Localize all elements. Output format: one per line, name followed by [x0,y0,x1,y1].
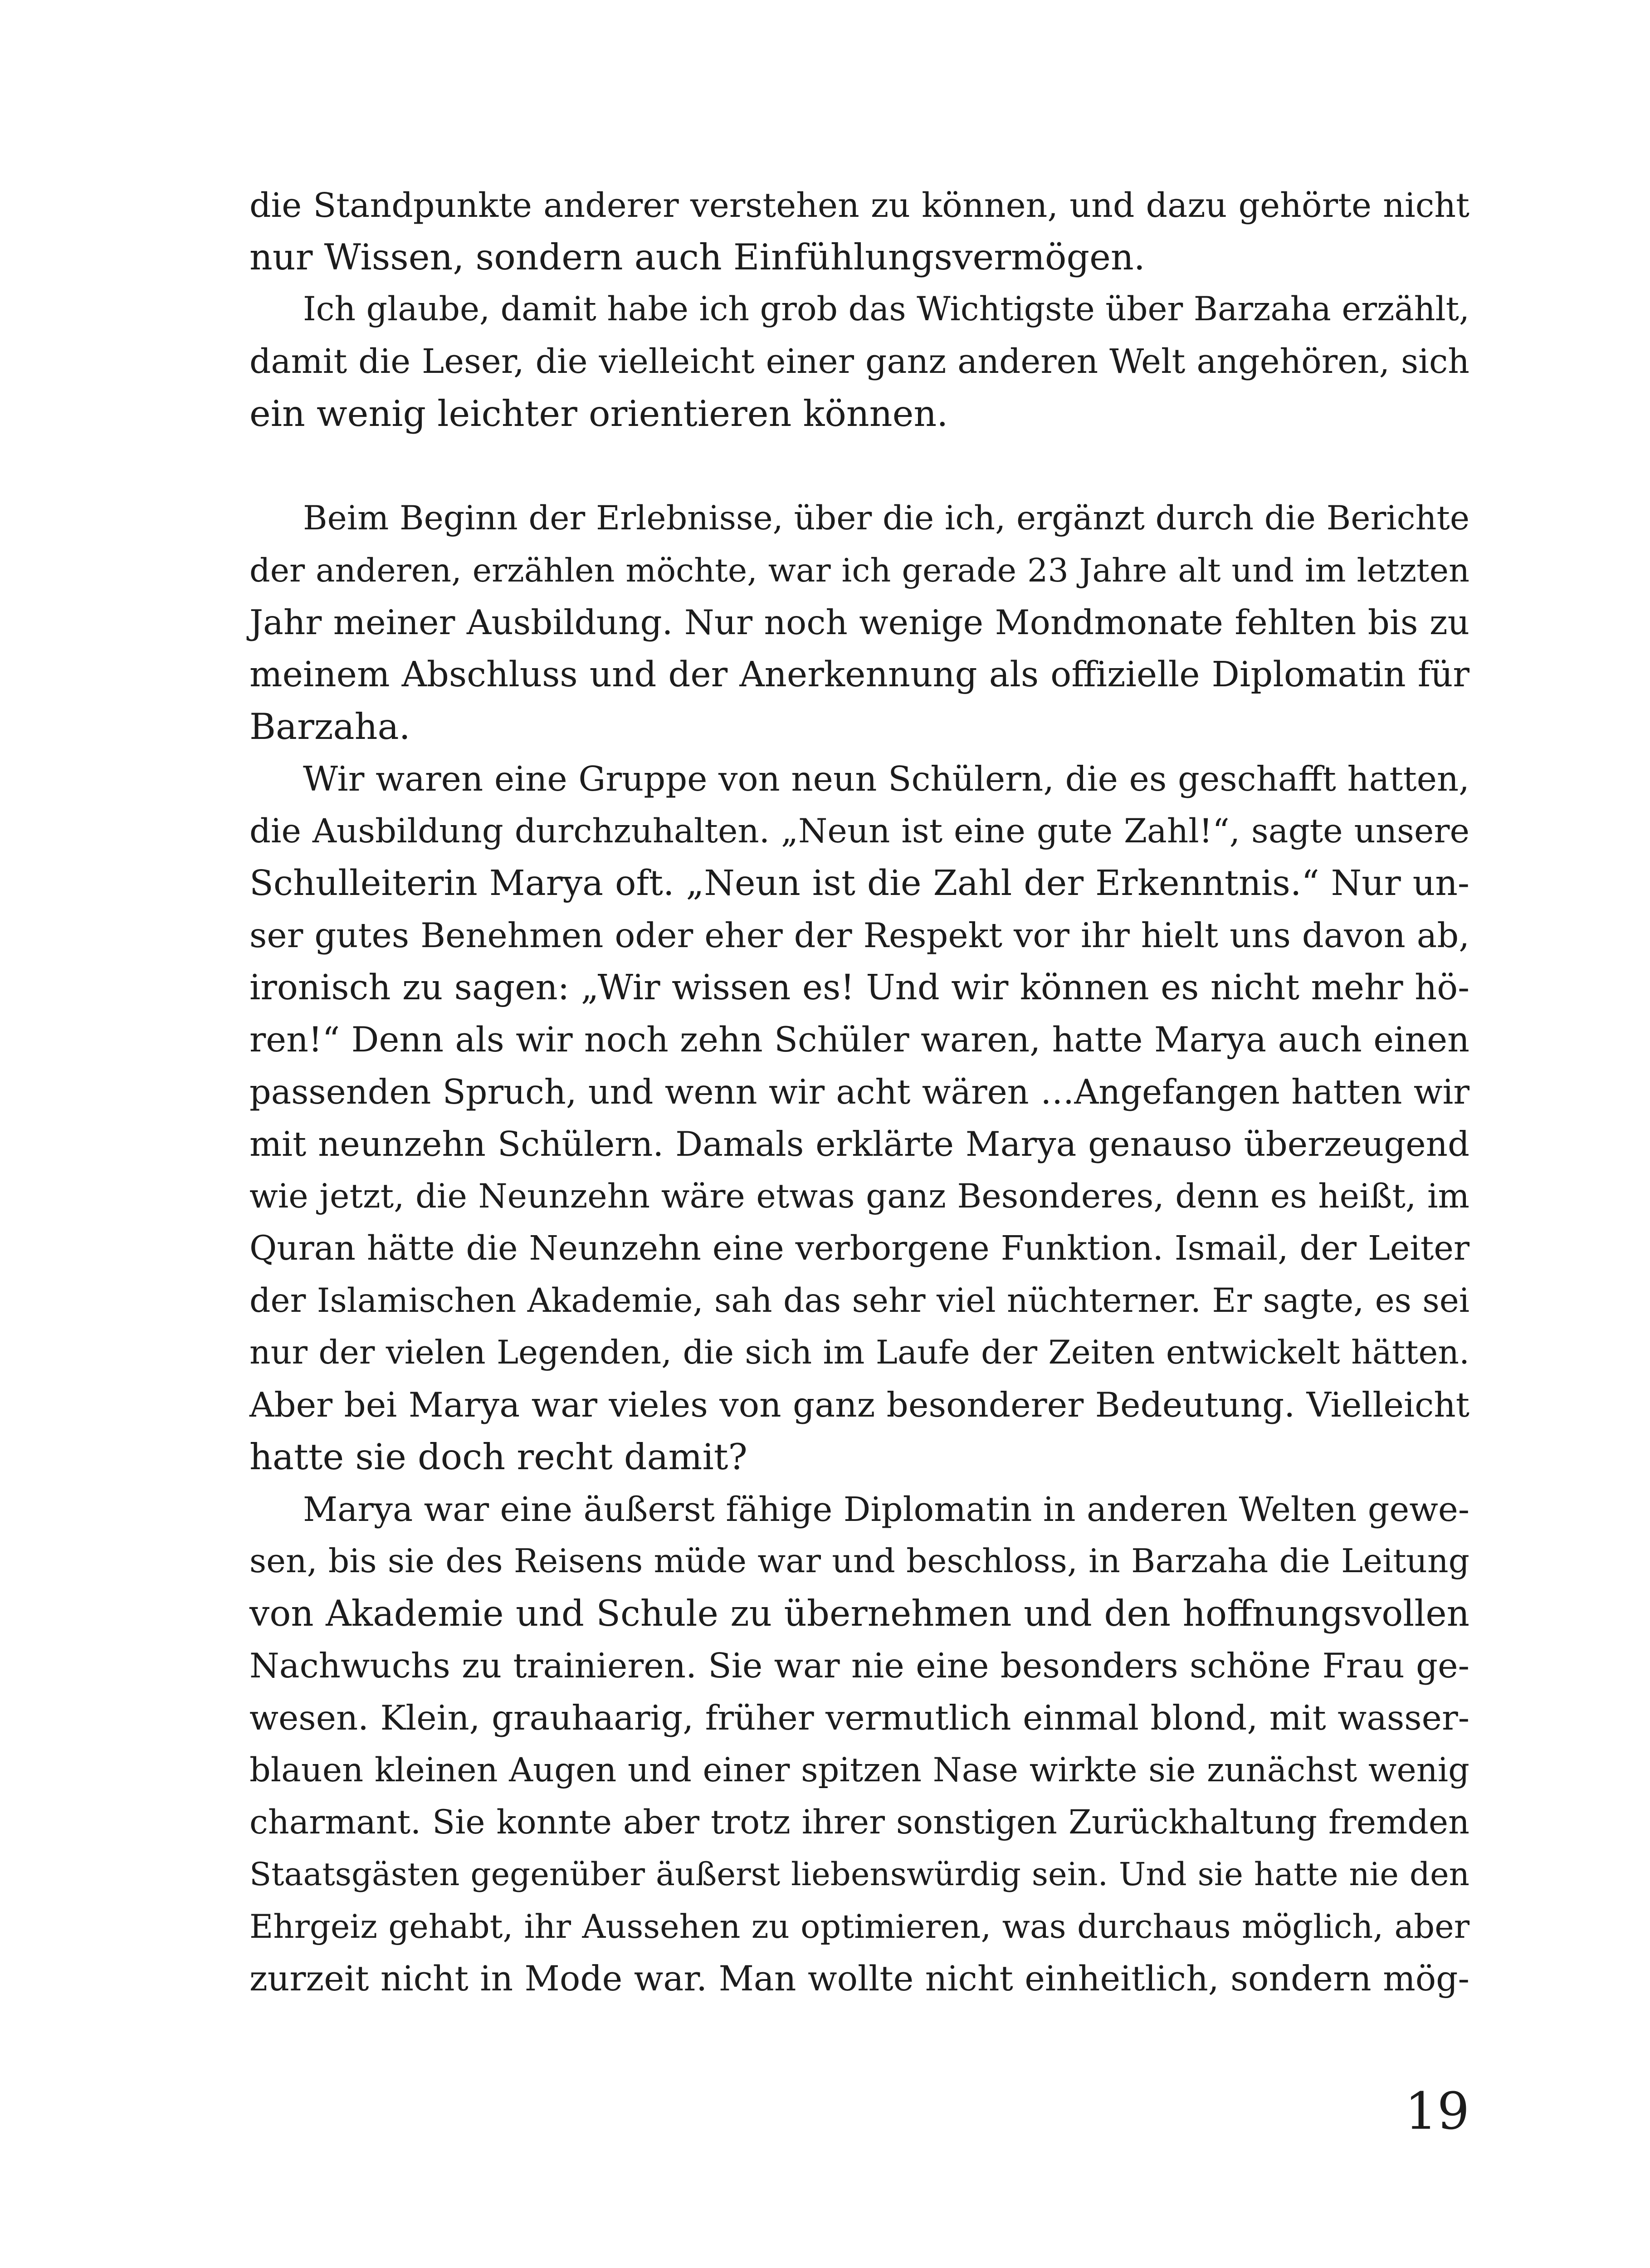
body-text [249,179,1469,2005]
text-line: die Standpunkte anderer verstehen zu können, und dazu gehörte nicht [249,186,1469,225]
text-line: hatte sie doch recht damit? [249,1436,747,1478]
paragraph-gap [249,440,1469,492]
text-line: damit die Leser, die vielleicht einer ganz anderen Welt angehören, sich [249,342,1469,381]
paragraph [249,492,1469,753]
text-line: Wir waren eine Gruppe von neun Schülern, die es geschafft hatten, [303,759,1469,799]
text-line: ser gutes Benehmen oder eher der Respekt vor ihr hielt uns davon ab, [249,916,1469,955]
text-line: die Ausbildung durchzuhalten. „Neun ist eine gute Zahl!“, sagte unsere [249,812,1469,850]
text-line: Barzaha. [249,706,410,748]
text-line: von Akademie und Schule zu übernehmen und den hoffnungsvollen [249,1593,1469,1634]
text-line: wesen. Klein, grauhaarig, früher vermutlich einmal blond, mit wasser- [249,1698,1469,1738]
text-line: ren!“ Denn als wir noch zehn Schüler waren, hatte Marya auch einen [249,1020,1469,1060]
text-line: Marya war eine äußerst fähige Diplomatin in anderen Welten gewe- [303,1490,1469,1529]
text-line: wie jetzt, die Neunzehn wäre etwas ganz Besonderes, denn es heißt, im [249,1177,1469,1216]
text-line: Staatsgästen gegenüber äußerst liebenswürdig sein. Und sie hatte nie den [249,1856,1469,1893]
text-line: nur der vielen Legenden, die sich im Laufe der Zeiten entwickelt hätten. [249,1334,1469,1372]
paragraph [249,284,1469,440]
text-line: Schulleiterin Marya oft. „Neun ist die Zahl der Erkenntnis.“ Nur un- [249,863,1469,904]
page-number: 19 [1405,2082,1469,2141]
text-line: nur Wissen, sondern auch Einfühlungsvermögen. [249,236,1145,278]
text-line: der anderen, erzählen möchte, war ich gerade 23 Jahre alt und im letzten [249,552,1469,589]
paragraph [249,1483,1469,2005]
text-line: charmant. Sie konnte aber trotz ihrer sonstigen Zurückhaltung fremden [249,1803,1469,1842]
text-line: zurzeit nicht in Mode war. Man wollte nicht einheitlich, sondern mög- [249,1959,1469,1999]
text-line: mit neunzehn Schülern. Damals erklärte Marya genauso überzeugend [249,1124,1469,1164]
text-line: Aber bei Marya war vieles von ganz besonderer Bedeutung. Vielleicht [249,1385,1469,1425]
paragraph [249,753,1469,1483]
text-line: Beim Beginn der Erlebnisse, über die ich, ergänzt durch die Berichte [303,499,1469,538]
text-line: passenden Spruch, und wenn wir acht wären …Angefangen hatten wir [249,1072,1469,1112]
text-line: meinem Abschluss und der Anerkennung als offizielle Diplomatin für [249,655,1469,695]
text-line: blauen kleinen Augen und einer spitzen Nase wirkte sie zunächst wenig [249,1751,1469,1789]
text-line: Ehrgeiz gehabt, ihr Aussehen zu optimieren, was durchaus möglich, aber [249,1907,1469,1945]
text-line: Quran hätte die Neunzehn eine verborgene Funktion. Ismail, der Leiter [249,1229,1469,1268]
text-line: Jahr meiner Ausbildung. Nur noch wenige Mondmonate fehlten bis zu [249,602,1469,642]
paragraph [249,179,1469,284]
text-line: Ich glaube, damit habe ich grob das Wichtigste über Barzaha erzählt, [303,290,1469,328]
text-line: ein wenig leichter orientieren können. [249,393,948,435]
text-line: der Islamischen Akademie, sah das sehr viel nüchterner. Er sagte, es sei [249,1281,1469,1320]
text-line: sen, bis sie des Reisens müde war und beschloss, in Barzaha die Leitung [249,1542,1469,1580]
text-line: Nachwuchs zu trainieren. Sie war nie eine besonders schöne Frau ge- [249,1646,1469,1686]
text-line: ironisch zu sagen: „Wir wissen es! Und wir können es nicht mehr hö- [249,968,1469,1008]
